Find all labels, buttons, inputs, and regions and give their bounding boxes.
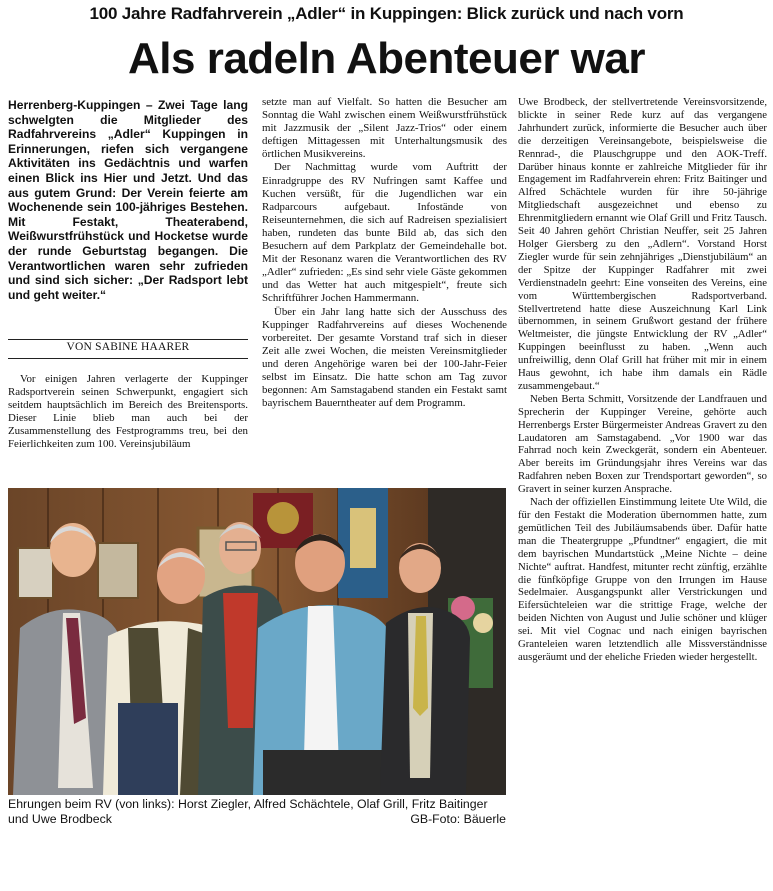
body-paragraph: Neben Berta Schmitt, Vorsitzende der Landfrauen und Sprecherin der Kuppinger Vereine, gehörte auch Herrenbergs Erster Bürgermeister Andreas Gravert zu den Laudatoren am Samstagabend. „Vor 1900 war das Fahrrad noch kein Zweckgerät, sondern ein Abenteuer. Aber bereits im Gründungsjahr ihres Vereins war das Radfahren neben Boxen zur Trendsportart geworden“, so Gravert in seiner kurzen Ansprache. xyxy=(518,392,767,496)
article-column-2 xyxy=(262,96,507,410)
photo-caption xyxy=(8,797,506,827)
byline-rule-top xyxy=(8,339,248,340)
photo-credit: GB-Foto: Bäuerle xyxy=(410,812,506,826)
body-paragraph: Uwe Brodbeck, der stellvertretende Vereinsvorsitzende, blickte in seiner Rede kurz auf das vergangene Jahrhundert zurück, informierte die Besucher auch über die derzeitigen Vereinsangebote, beispielsweise die Rennrad-, die Plauschgruppe und den AOK-Treff. Darüber hinaus konnte er zahlreiche Mitglieder für ihr Engagement im Radfahrverein ehren: Fritz Baitinger und Alfred Schächtele wurden für ihre 50-jährige Mitgliedschaft ausgezeichnet und ebenso zu Ehrenmitgliedern ernannt wie Olaf Grill und Fritz Tausch. Seit 40 Jahren gehört Christian Neuffer, seit 25 Jahren Holger Giersberg zu den „Adlern“. Vorstand Horst Ziegler wurde für sein zehnjähriges „Dienstjubiläum“ an der Spitze der Kuppinger Radfahrer mit zwei Verdienstnadeln geehrt: Eine vonseiten des Vereins, eine vom Württembergischen Radsportverband. Stellvertretend hatte diese Auszeichnung Karl Link übernommen, in seinem Grußwort gestand der frühere Weltmeister, die jüngste Entwicklung der RV „Adler“ Kuppingen beeinflusst zu haben. „Wenn auch unfreiwillig, denn Olaf Grill hat früher mit mir in einem Haus gewohnt, ich habe ihm damals ein Rädle zusammengebaut.“ xyxy=(518,96,767,392)
article-byline: VON SABINE HAARER xyxy=(66,341,190,353)
body-paragraph: Vor einigen Jahren verlagerte der Kuppinger Radsportverein seinen Schwerpunkt, engagiert sich seitdem hauptsächlich im Bereich des Breitensports. Dieser Linie blieb man auch bei der Zusammenstellung des Festprogramms treu, bei den Feierlichkeiten zum 100. Vereinsjubiläum xyxy=(8,373,248,451)
body-paragraph: setzte man auf Vielfalt. So hatten die Besucher am Sonntag die Wahl zwischen einem Weißwurstfrühstück mit Jazzmusik der „Silent Jazz-Trios“ oder einem deftigen Mittagessen mit Unterhaltungsmusik des örtlichen Musikvereins. xyxy=(262,96,507,161)
body-paragraph: Über ein Jahr lang hatte sich der Ausschuss des Kuppinger Radfahrvereins auf dieses Wochenende vorbereitet. Der gesamte Vorstand traf sich in dieser Zeit alle zwei Wochen, die meisten Vereinsmitglieder und deren Angehörige waren bei der 100-Jahr-Feier selbst im Einsatz. Die hatte schon am Tag zuvor begonnen: Am Samstagabend standen ein Festakt samt bayrischem Bauerntheater auf dem Programm. xyxy=(262,305,507,410)
body-paragraph: Der Nachmittag wurde vom Auftritt der Einradgruppe des RV Nufringen samt Kaffee und Kuchen versüßt, für die Jugendlichen war ein Radparcours aufgebaut. Infostände von Reiseunternehmen, die sich auf Radreisen spezialisiert haben, rundeten das bunte Bild ab, das sich den Besuchern auf dem Parkplatz der Gemeindehalle bot. Mit der Resonanz waren die Verantwortlichen des RV „Adler“ zufrieden: „Es sind sehr viele Gäste gekommen und das Wetter hat auch mitgespielt“, freute sich Schriftführer Jochen Hammermann. xyxy=(262,161,507,305)
article-column-1 xyxy=(8,373,248,452)
group-photo xyxy=(8,488,506,795)
article-column-3 xyxy=(518,96,767,664)
body-paragraph: Nach der offiziellen Einstimmung leitete Ute Wild, die für den Festakt die Moderation übernommen hatte, zum gemütlichen Teil des Jubiläumsabends über. Dafür hatte man die Theatergruppe „Pfundtner“ engagiert, die mit dem bayrischen Mundartstück „Meine Nichte – deine Nichte“ auftrat. Handfest, mitunter recht zünftig, erzählte die fünfköpfige Gruppe von den Irrungen im Hause Sedelmaier. Ausgangspunkt aller Verstrickungen und Eifersüchteleien war die strittige Frage, welche der beiden Nichten von August und Julie schöner und klüger sei. Mit viel Cognac und nach einigen bayrischen Granteleien waren letztendlich alle Missverständnisse ausgeräumt und der eheliche Frieden wieder hergestellt. xyxy=(518,496,767,663)
caption-text: Ehrungen beim RV (von links): Horst Ziegler, Alfred Schächtele, Olaf Grill, Fritz Baitinger und Uwe Brodbeck xyxy=(8,797,488,826)
article-kicker: 100 Jahre Radfahrverein „Adler“ in Kuppingen: Blick zurück und nach vorn xyxy=(89,4,684,23)
article-headline: Als radeln Abenteuer war xyxy=(128,34,645,83)
byline-rule-bottom xyxy=(8,358,248,359)
article-lead: Herrenberg-Kuppingen – Zwei Tage lang schwelgten die Mitglieder des Radfahrvereins „Adler“ Kuppingen in Erinnerungen, riefen sich vergangene Aktivitäten ins Gedächtnis und warfen einen Blick ins Hier und Jetzt. Und das aus gutem Grund: Der Verein feierte am Wochenende sein 100-jähriges Bestehen. Mit Festakt, Theaterabend, Weißwurstfrühstück und Hocketse wurde der runde Geburtstag begangen. Die Verantwortlichen waren sehr zufrieden und sind sich sicher: „Der Radsport lebt und geht weiter.“ xyxy=(8,98,248,302)
group-photo-illustration xyxy=(8,488,506,795)
